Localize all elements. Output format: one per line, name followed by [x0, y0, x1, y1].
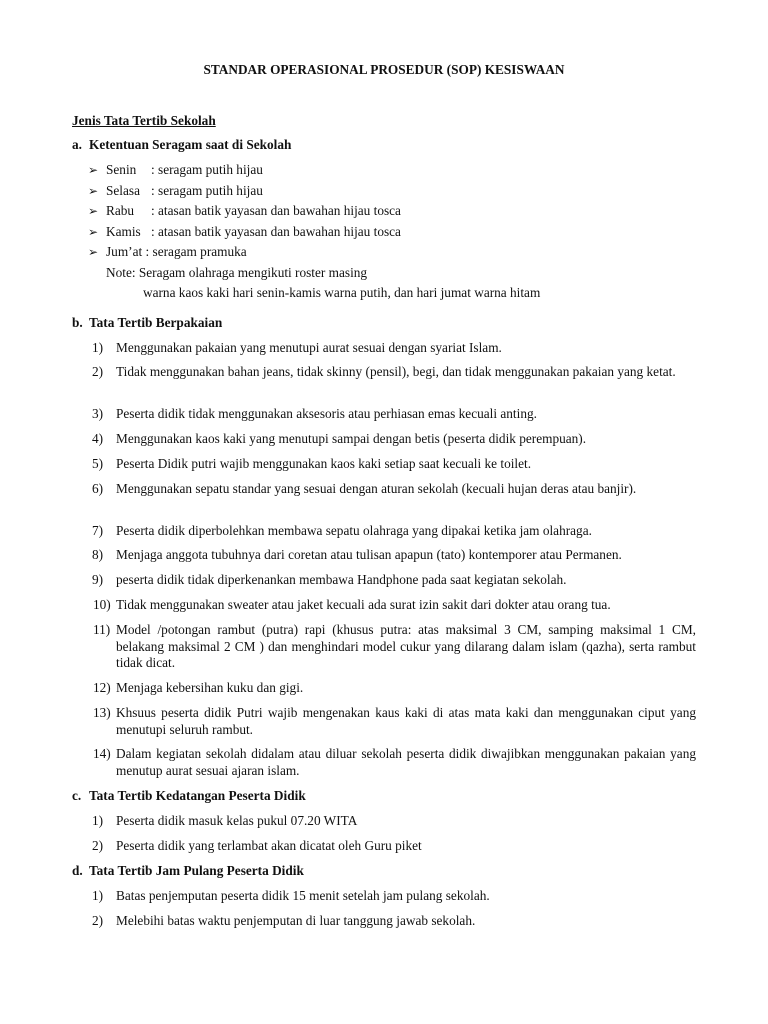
arrow-bullet-icon: ➢: [88, 183, 99, 198]
item-text: Dalam kegiatan sekolah didalam atau diluar sekolah peserta didik diwajibkan menggunakan pakaian yang menutup aurat sesuai ajaran islam.: [116, 746, 696, 778]
item-text: Peserta didik masuk kelas pukul 07.20 WITA: [116, 813, 358, 828]
section-a-heading: [72, 137, 291, 154]
item-text: Menjaga anggota tubuhnya dari coretan atau tulisan apapun (tato) kontemporer atau Permanen.: [116, 547, 622, 562]
item-text: Tidak menggunakan bahan jeans, tidak skinny (pensil), begi, dan tidak menggunakan pakaian yang ketat.: [116, 364, 676, 379]
uniform-day-row: [88, 162, 401, 183]
section-c-heading: [72, 788, 306, 805]
item-number: 14): [93, 746, 111, 761]
section-d-title: Tata Tertib Jam Pulang Peserta Didik: [89, 863, 304, 878]
uniform-day-row: [88, 244, 401, 265]
day-uniform: : atasan batik yayasan dan bawahan hijau tosca: [151, 223, 401, 239]
list-item: [88, 406, 696, 423]
section-a-title: Ketentuan Seragam saat di Sekolah: [89, 137, 292, 152]
day-uniform: : seragam putih hijau: [151, 162, 263, 177]
day-name: Rabu: [106, 203, 135, 218]
arrow-bullet-icon: ➢: [88, 245, 99, 259]
item-number: 5): [92, 456, 104, 471]
section-d-letter: d.: [72, 863, 83, 878]
item-number: 9): [92, 572, 104, 587]
list-item: [88, 431, 696, 448]
item-text: Peserta didik diperbolehkan membawa sepatu olahraga yang dipakai ketika jam olahraga.: [116, 523, 592, 538]
uniform-day-row: [88, 203, 401, 224]
day-uniform: : seragam pramuka: [142, 244, 247, 259]
list-item: [88, 456, 696, 473]
list-item: [88, 813, 696, 830]
item-text: Khsuus peserta didik Putri wajib mengenakan kaus kaki di atas mata kaki dan menggunakan ciput yang menutupi seluruh rambut.: [116, 705, 696, 737]
arrow-bullet-icon: ➢: [88, 224, 99, 239]
item-number: 7): [92, 523, 104, 538]
list-item: [88, 523, 696, 540]
item-text: Batas penjemputan peserta didik 15 menit setelah jam pulang sekolah.: [116, 888, 490, 903]
list-item: [88, 572, 696, 589]
list-item: [88, 340, 696, 357]
section-c-title: Tata Tertib Kedatangan Peserta Didik: [89, 788, 306, 803]
item-number: 2): [92, 838, 104, 853]
item-text: Menggunakan sepatu standar yang sesuai dengan aturan sekolah (kecuali hujan deras atau banjir).: [116, 481, 637, 496]
item-number: 6): [92, 481, 104, 496]
item-text: Peserta didik tidak menggunakan aksesoris atau perhiasan emas kecuali anting.: [116, 406, 537, 421]
item-number: 1): [92, 813, 104, 828]
section-a-letter: a.: [72, 137, 82, 152]
item-number: 4): [92, 431, 104, 446]
section-d-heading: [72, 863, 304, 880]
list-item: [88, 746, 696, 779]
uniform-schedule-list: [88, 162, 401, 265]
list-item: [88, 705, 696, 738]
item-number: 8): [92, 547, 104, 562]
item-number: 11): [93, 622, 111, 637]
arrow-bullet-icon: ➢: [88, 163, 99, 177]
list-item: [88, 838, 696, 855]
day-name: Senin: [106, 162, 137, 177]
uniform-day-row: [88, 183, 401, 204]
day-uniform: : atasan batik yayasan dan bawahan hijau tosca: [151, 203, 401, 218]
item-text: Peserta didik yang terlambat akan dicatat oleh Guru piket: [116, 838, 422, 853]
uniform-day-row: [88, 224, 401, 245]
section-b-heading: [72, 315, 222, 332]
item-number: 12): [93, 680, 111, 695]
item-text: peserta didik tidak diperkenankan membawa Handphone pada saat kegiatan sekolah.: [116, 572, 567, 587]
list-item: [88, 481, 696, 498]
page-title: STANDAR OPERASIONAL PROSEDUR (SOP) KESISWAAN: [203, 62, 565, 77]
item-number: 1): [92, 340, 104, 355]
list-item: [88, 888, 696, 905]
item-text: Menggunakan pakaian yang menutupi aurat sesuai dengan syariat Islam.: [116, 340, 502, 355]
item-text: Model /potongan rambut (putra) rapi (khusus putra: atas maksimal 3 CM, samping maksimal 1 CM, belakang maksimal 2 CM ) dan menghindari model cukur yang dilarang dalam islam (qazha), serta rambut tidak dicat.: [116, 622, 696, 670]
day-name: Kamis: [106, 223, 141, 239]
list-item: [88, 597, 696, 614]
section-b-letter: b.: [72, 315, 83, 330]
item-number: 3): [92, 406, 104, 421]
section-b-title: Tata Tertib Berpakaian: [89, 315, 223, 330]
item-text: Peserta Didik putri wajib menggunakan kaos kaki setiap saat kecuali ke toilet.: [116, 456, 532, 471]
item-number: 1): [92, 888, 104, 903]
list-item: [88, 913, 696, 930]
item-number: 10): [93, 597, 111, 612]
list-item: [88, 547, 696, 564]
item-text: Menggunakan kaos kaki yang menutupi sampai dengan betis (peserta didik perempuan).: [116, 431, 587, 446]
day-uniform: : seragam putih hijau: [151, 182, 263, 198]
item-text: Menjaga kebersihan kuku dan gigi.: [116, 680, 304, 695]
item-text: Tidak menggunakan sweater atau jaket kecuali ada surat izin sakit dari dokter atau orang tua.: [116, 597, 611, 612]
item-number: 13): [93, 705, 111, 720]
section-c-letter: c.: [72, 788, 82, 803]
list-item: [88, 622, 696, 672]
rules-heading: Jenis Tata Tertib Sekolah: [72, 113, 216, 128]
item-number: 2): [92, 364, 104, 379]
list-item: [88, 364, 696, 381]
day-name: Jum’at: [106, 244, 143, 259]
list-item: [88, 680, 696, 697]
uniform-note-socks: warna kaos kaki hari senin-kamis warna putih, dan hari jumat warna hitam: [143, 285, 541, 300]
item-text: Melebihi batas waktu penjemputan di luar tanggung jawab sekolah.: [116, 913, 476, 928]
day-name: Selasa: [106, 182, 140, 198]
item-number: 2): [92, 913, 104, 928]
uniform-note: Note: Seragam olahraga mengikuti roster masing: [106, 265, 368, 280]
arrow-bullet-icon: ➢: [88, 204, 99, 218]
